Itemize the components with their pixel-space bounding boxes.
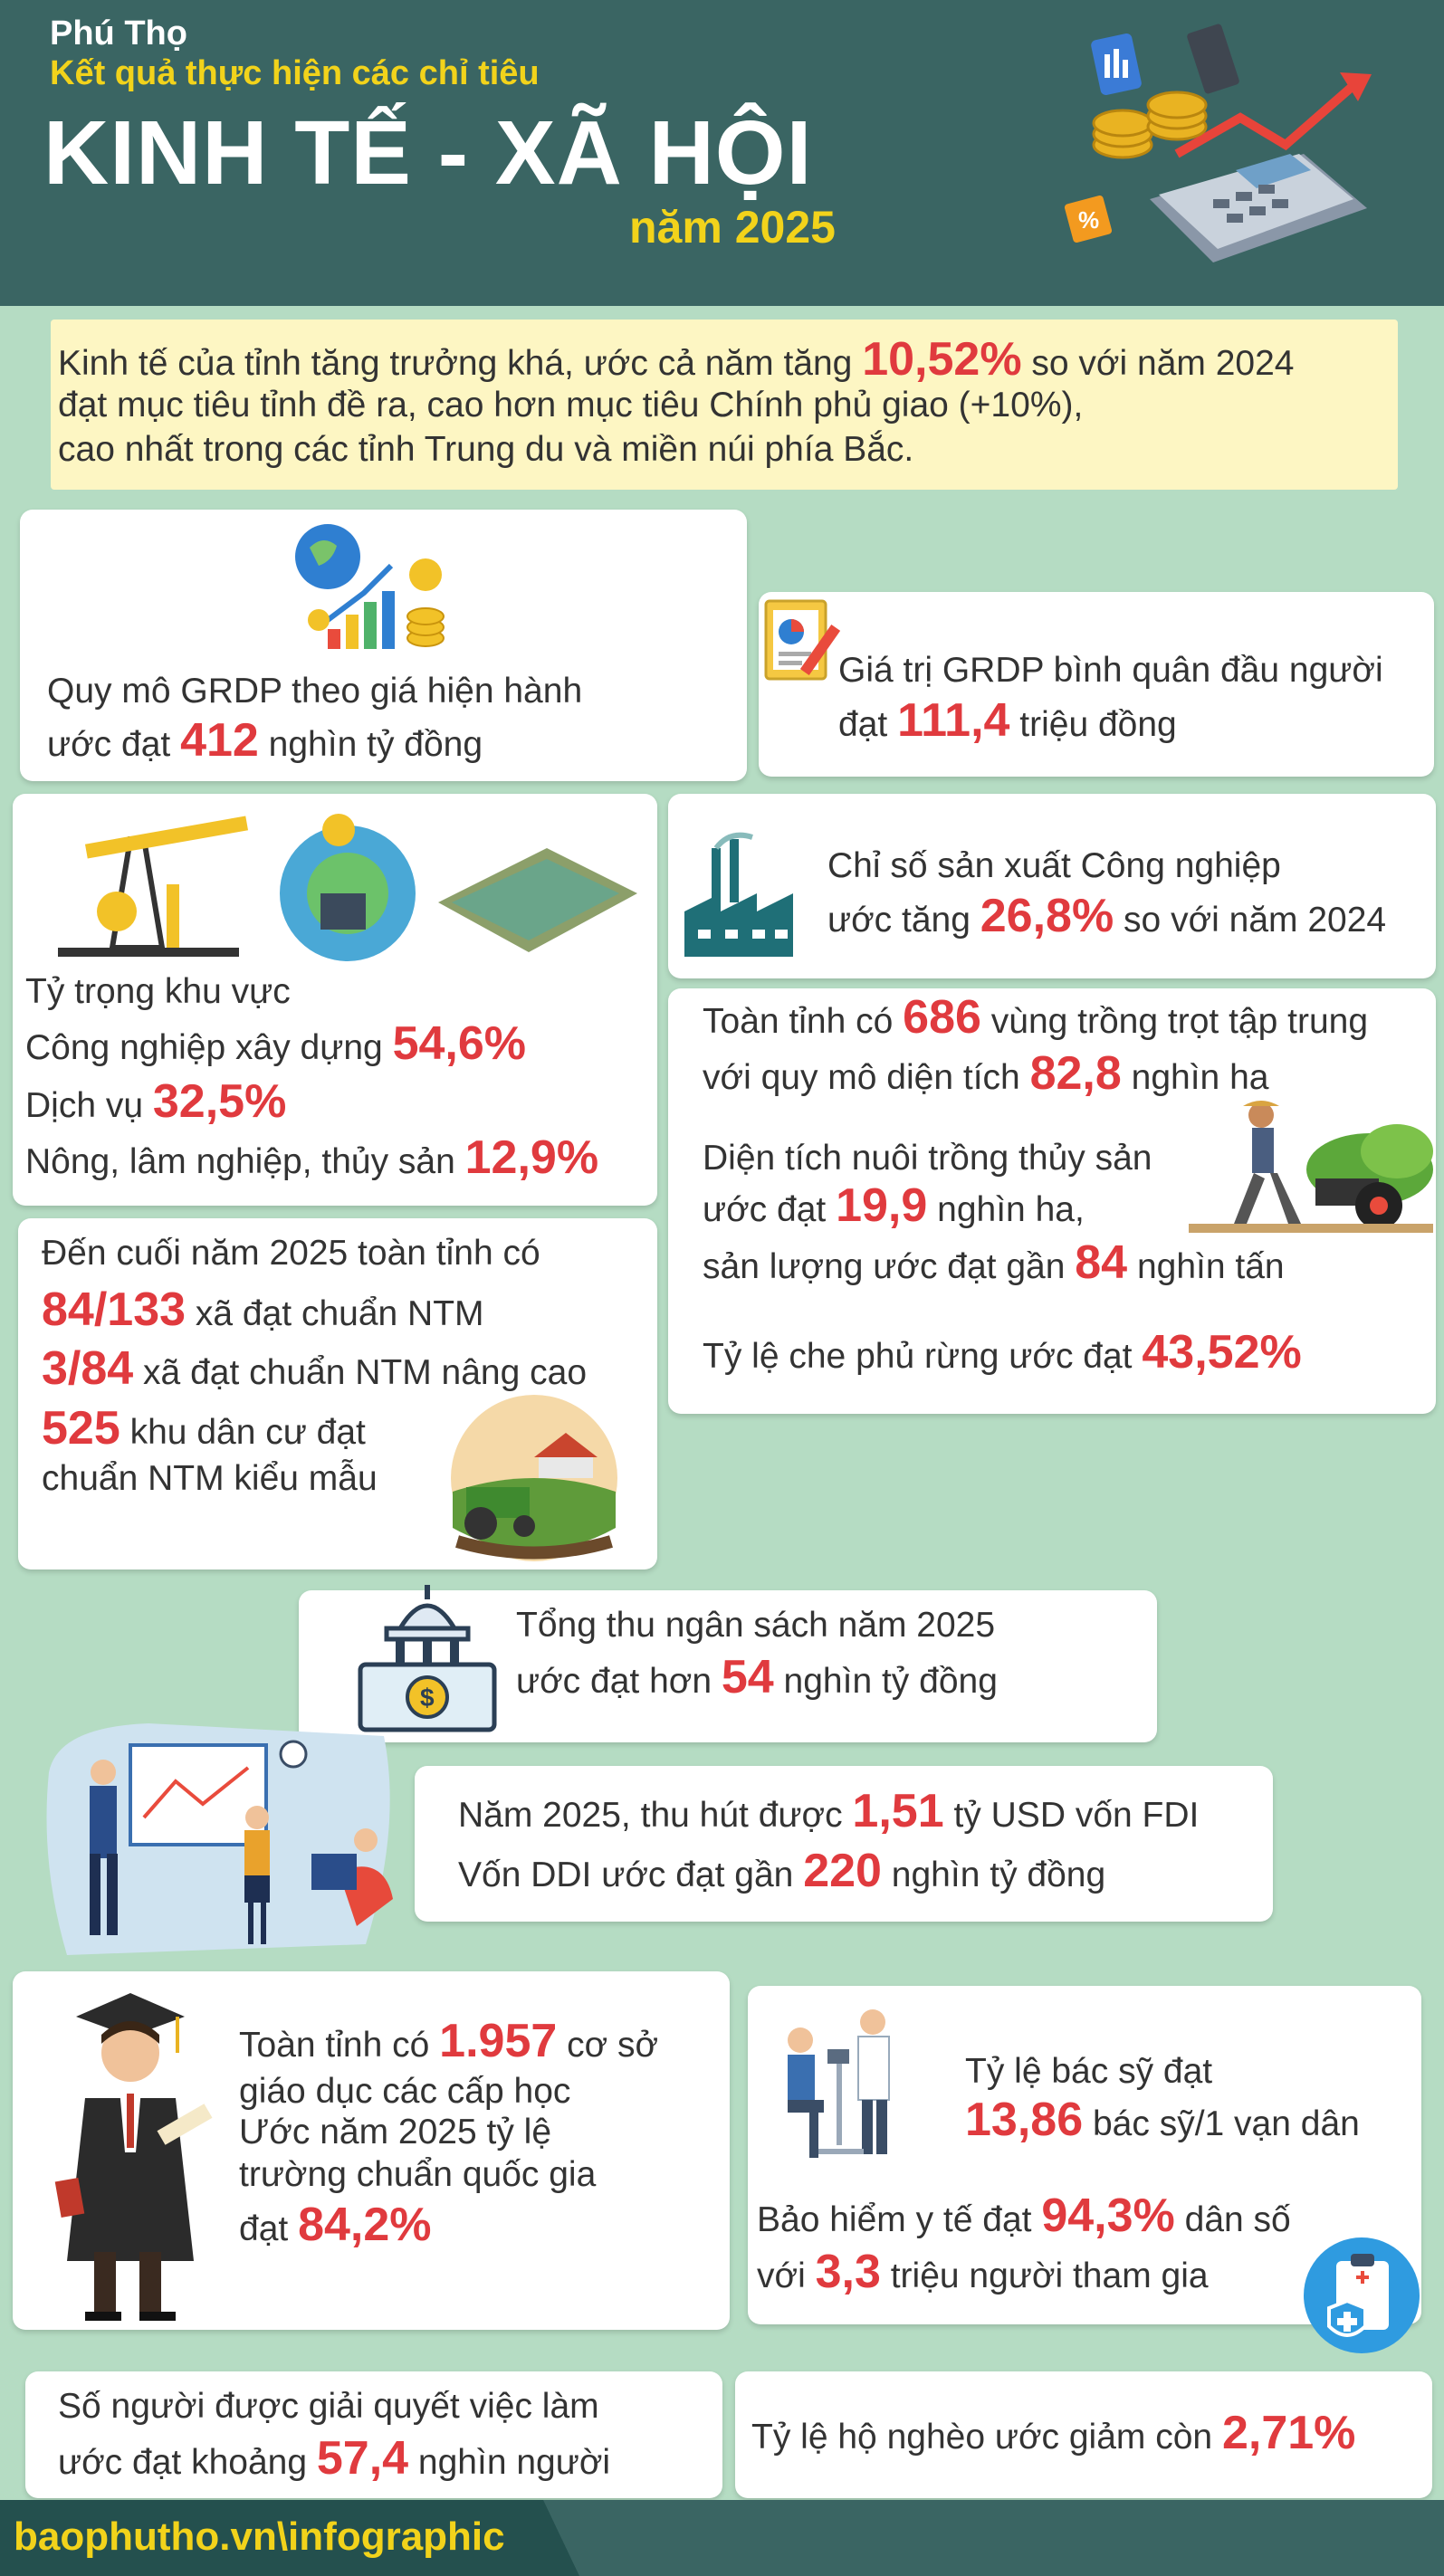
report-pencil-icon — [760, 596, 844, 686]
insurance-participants-value: 3,3 — [815, 2246, 881, 2298]
insurance-coverage-value: 94,3% — [1041, 2190, 1175, 2242]
footer-bar — [0, 2500, 1444, 2576]
ntm-advanced-line: 3/84 xã đạt chuẩn NTM nâng cao — [42, 1342, 588, 1395]
per-capita-label: Giá trị GRDP bình quân đầu người — [838, 651, 1383, 690]
growth-line-3: cao nhất trong các tỉnh Trung du và miền núi phía Bắc. — [58, 430, 914, 469]
grdp-value: 412 — [180, 714, 259, 767]
poverty-value: 2,71% — [1221, 2407, 1356, 2459]
sector-service: Dịch vụ 32,5% — [25, 1075, 287, 1128]
industry-index-value: 26,8% — [980, 890, 1114, 942]
ddi-value: 220 — [803, 1845, 882, 1897]
sector-agriculture-value: 12,9% — [464, 1131, 599, 1184]
fdi-value: 1,51 — [852, 1785, 944, 1837]
poverty-line: Tỷ lệ hộ nghèo ước giảm còn 2,71% — [751, 2407, 1356, 2459]
sector-industry: Công nghiệp xây dựng 54,6% — [25, 1017, 527, 1070]
budget-line-2: ước đạt hơn 54 nghìn tỷ đồng — [516, 1651, 998, 1703]
budget-value: 54 — [721, 1651, 774, 1703]
svg-text:$: $ — [420, 1684, 435, 1712]
per-capita-line-2: đạt 111,4 triệu đồng — [838, 694, 1177, 747]
aquaculture-output-line: sản lượng ước đạt gần 84 nghìn tấn — [703, 1236, 1285, 1289]
ntm-model-value: 525 — [42, 1402, 120, 1455]
poverty-card — [735, 2371, 1432, 2498]
standard-school-line: Ước năm 2025 tỷ lệ — [239, 2113, 552, 2151]
growth-summary-box — [51, 320, 1398, 490]
sector-share-card — [13, 794, 657, 1206]
forest-cover-value: 43,52% — [1142, 1326, 1302, 1379]
growth-line-2: đạt mục tiêu tỉnh đề ra, cao hơn mục tiêu Chính phủ giao (+10%), — [58, 386, 1084, 425]
industry-index-card — [668, 794, 1436, 978]
agri-zones-value: 686 — [903, 991, 981, 1044]
jobs-value: 57,4 — [316, 2432, 409, 2485]
aquaculture-title: Diện tích nuôi trồng thủy sản — [703, 1139, 1152, 1178]
aquaculture-area-value: 19,9 — [836, 1179, 928, 1232]
agriculture-card — [668, 988, 1436, 1414]
agri-area-value: 82,8 — [1029, 1047, 1122, 1100]
province-name: Phú Thọ — [50, 14, 187, 52]
ntm-advanced-value: 3/84 — [42, 1342, 134, 1395]
grdp-line-2: ước đạt 412 nghìn tỷ đồng — [47, 714, 483, 767]
agri-area-line: với quy mô diện tích 82,8 nghìn ha — [703, 1047, 1269, 1100]
standard-school-rate-line: đạt 84,2% — [239, 2199, 432, 2251]
standard-school-rate-value: 84,2% — [298, 2199, 432, 2251]
education-card — [13, 1971, 730, 2330]
budget-label: Tổng thu ngân sách năm 2025 — [516, 1606, 996, 1645]
health-card — [748, 1986, 1421, 2324]
health-insurance-icon — [1302, 2236, 1429, 2362]
grdp-label: Quy mô GRDP theo giá hiện hành — [47, 672, 583, 711]
insurance-participants-line: với 3,3 triệu người tham gia — [757, 2246, 1209, 2298]
sector-industry-value: 54,6% — [392, 1017, 527, 1070]
ntm-model-line: 525 khu dân cư đạt — [42, 1402, 366, 1455]
per-capita-card — [759, 592, 1434, 777]
footer-site-link[interactable]: baophutho.vn\infographic — [14, 2514, 505, 2559]
new-rural-card — [18, 1218, 657, 1569]
aquaculture-area-line: ước đạt 19,9 nghìn ha, — [703, 1179, 1085, 1232]
sector-agriculture: Nông, lâm nghiệp, thủy sản 12,9% — [25, 1131, 599, 1184]
business-meeting-icon — [40, 1718, 402, 1962]
doctor-ratio-label: Tỷ lệ bác sỹ đạt — [965, 2052, 1213, 2091]
farmer-tractor-icon — [1189, 1097, 1433, 1242]
forest-cover-line: Tỷ lệ che phủ rừng ước đạt 43,52% — [703, 1326, 1302, 1379]
industry-index-label: Chỉ số sản xuất Công nghiệp — [827, 846, 1281, 885]
industry-index-line-2: ước tăng 26,8% so với năm 2024 — [827, 890, 1387, 942]
schools-line-2: giáo dục các cấp học — [239, 2072, 571, 2111]
ntm-intro: Đến cuối năm 2025 toàn tỉnh có — [42, 1234, 540, 1273]
finance-calculator-icon — [1041, 18, 1385, 290]
village-tractor-icon — [430, 1392, 638, 1564]
budget-card — [299, 1590, 1157, 1742]
page-title: KINH TẾ - XÃ HỘI — [43, 102, 813, 204]
globe-growth-icon — [292, 520, 454, 656]
fdi-line: Năm 2025, thu hút được 1,51 tỷ USD vốn FDI — [458, 1785, 1200, 1837]
insurance-line: Bảo hiểm y tế đạt 94,3% dân số — [757, 2190, 1291, 2242]
doctor-ratio-line: 13,86 bác sỹ/1 vạn dân — [965, 2094, 1360, 2146]
sector-title: Tỷ trọng khu vực — [25, 972, 291, 1011]
treasury-money-icon — [355, 1574, 500, 1737]
standard-school-line-2: trường chuẩn quốc gia — [239, 2155, 597, 2194]
ntm-model-line-2: chuẩn NTM kiểu mẫu — [42, 1459, 378, 1498]
jobs-label: Số người được giải quyết việc làm — [58, 2387, 599, 2426]
header-banner — [0, 0, 1444, 306]
aquaculture-output-value: 84 — [1075, 1236, 1128, 1289]
grdp-card — [20, 510, 747, 781]
jobs-line-2: ước đạt khoảng 57,4 nghìn người — [58, 2432, 611, 2485]
schools-line: Toàn tỉnh có 1.957 cơ sở — [239, 2015, 659, 2067]
investment-card — [415, 1766, 1273, 1922]
graduate-icon — [49, 1980, 248, 2324]
ntm-communes-line: 84/133 xã đạt chuẩn NTM — [42, 1283, 484, 1336]
header-subtitle: Kết quả thực hiện các chỉ tiêu — [50, 54, 540, 92]
per-capita-value: 111,4 — [897, 694, 1010, 747]
factory-icon — [675, 830, 829, 966]
doctor-examination-icon — [764, 1995, 918, 2167]
growth-line-1: Kinh tế của tỉnh tăng trưởng khá, ước cả năm tăng 10,52% so với năm 2024 — [58, 333, 1295, 386]
agri-zones-line: Toàn tỉnh có 686 vùng trồng trọt tập trung — [703, 991, 1369, 1044]
ntm-communes-value: 84/133 — [42, 1283, 186, 1336]
sector-service-value: 32,5% — [152, 1075, 287, 1128]
schools-value: 1.957 — [439, 2015, 558, 2067]
ddi-line: Vốn DDI ước đạt gần 220 nghìn tỷ đồng — [458, 1845, 1106, 1897]
svg-text:%: % — [1078, 206, 1100, 234]
doctor-ratio-value: 13,86 — [965, 2094, 1084, 2146]
header-year: năm 2025 — [629, 202, 836, 253]
jobs-card — [25, 2371, 722, 2498]
growth-rate-value: 10,52% — [862, 333, 1022, 386]
industry-services-agriculture-icon — [31, 803, 646, 966]
